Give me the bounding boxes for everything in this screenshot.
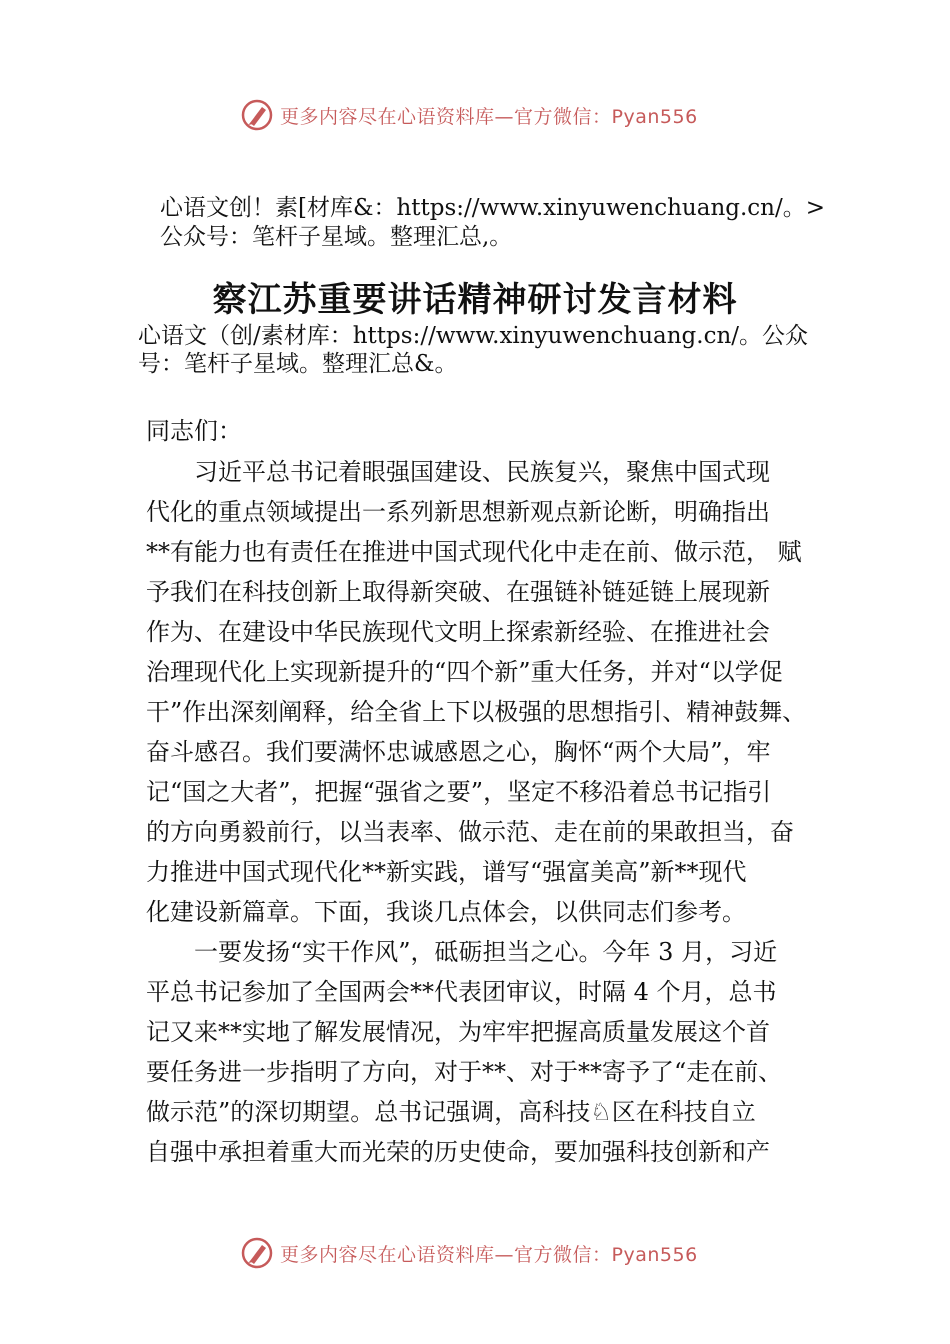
banner-text: 更多内容尽在心语资料库—官方微信：Pyan556 bbox=[280, 1243, 698, 1266]
paragraph-line: 作为、在建设中华民族现代文明上探索新经验、在推进社会 bbox=[146, 618, 770, 646]
banner-handle: Pyan556 bbox=[611, 105, 698, 128]
top-banner bbox=[0, 95, 950, 135]
paragraph-line: 奋斗感召。我们要满怀忠诚感恩之心，胸怀“两个大局”，牢 bbox=[146, 738, 771, 766]
paragraph-line: **有能力也有责任在推进中国式现代化中走在前、做示范， 赋 bbox=[146, 538, 802, 566]
paragraph-line: 做示范”的深切期望。总书记强调，高科技♘区在科技自立 bbox=[146, 1098, 756, 1126]
paragraph-line: 一要发扬“实干作风”，砥砺担当之心。今年 3 月，习近 bbox=[146, 938, 778, 966]
pen-nib-circle-icon bbox=[240, 98, 274, 132]
paragraph-line: 自强中承担着重大而光荣的历史使命，要加强科技创新和产 bbox=[146, 1138, 770, 1166]
paragraph-line: 记“国之大者”，把握“强省之要”，坚定不移沿着总书记指引 bbox=[146, 778, 772, 806]
source-note-line-2: 号：笔杆子星域。整理汇总&。 bbox=[138, 351, 458, 377]
bottom-banner bbox=[0, 1233, 950, 1273]
paragraph-line: 要任务进一步指明了方向，对于**、对于**寄予了“走在前、 bbox=[146, 1058, 783, 1086]
paragraph-line: 习近平总书记着眼强国建设、民族复兴，聚焦中国式现 bbox=[146, 458, 770, 486]
banner-handle: Pyan556 bbox=[611, 1243, 698, 1266]
source-note-line-1: 心语文（创/素材库：https://www.xinyuwenchuang.cn/。公众 bbox=[138, 323, 809, 349]
pen-nib-circle-icon bbox=[240, 1236, 274, 1270]
paragraph-line: 的方向勇毅前行，以当表率、做示范、走在前的果敢担当，奋 bbox=[146, 818, 794, 846]
paragraph-line: 化建设新篇章。下面，我谈几点体会，以供同志们参考。 bbox=[146, 898, 746, 926]
paragraph-line: 记又来**实地了解发展情况，为牢牢把握高质量发展这个首 bbox=[146, 1018, 770, 1046]
paragraph-1 bbox=[146, 452, 846, 932]
paragraph-2 bbox=[146, 932, 846, 1172]
salutation: 同志们： bbox=[146, 417, 242, 445]
paragraph-line: 治理现代化上实现新提升的“四个新”重大任务，并对“以学促 bbox=[146, 658, 783, 686]
paragraph-line: 力推进中国式现代化**新实践，谱写“强富美高”新**现代 bbox=[146, 858, 747, 886]
paragraph-line: 平总书记参加了全国两会**代表团审议，时隔 4 个月，总书 bbox=[146, 978, 777, 1006]
banner-text: 更多内容尽在心语资料库—官方微信：Pyan556 bbox=[280, 105, 698, 128]
paragraph-line: 予我们在科技创新上取得新突破、在强链补链延链上展现新 bbox=[146, 578, 770, 606]
paragraph-line: 干”作出深刻阐释，给全省上下以极强的思想指引、精神鼓舞、 bbox=[146, 698, 807, 726]
header-note-line-1: 心语文创！素[材库&：https://www.xinyuwenchuang.cn/。> bbox=[160, 195, 826, 221]
header-note-line-2: 公众号：笔杆子星域。整理汇总,。 bbox=[160, 224, 513, 250]
document-title: 察江苏重要讲话精神研讨发言材料 bbox=[212, 280, 738, 320]
paragraph-line: 代化的重点领域提出一系列新思想新观点新论断，明确指出 bbox=[146, 498, 770, 526]
